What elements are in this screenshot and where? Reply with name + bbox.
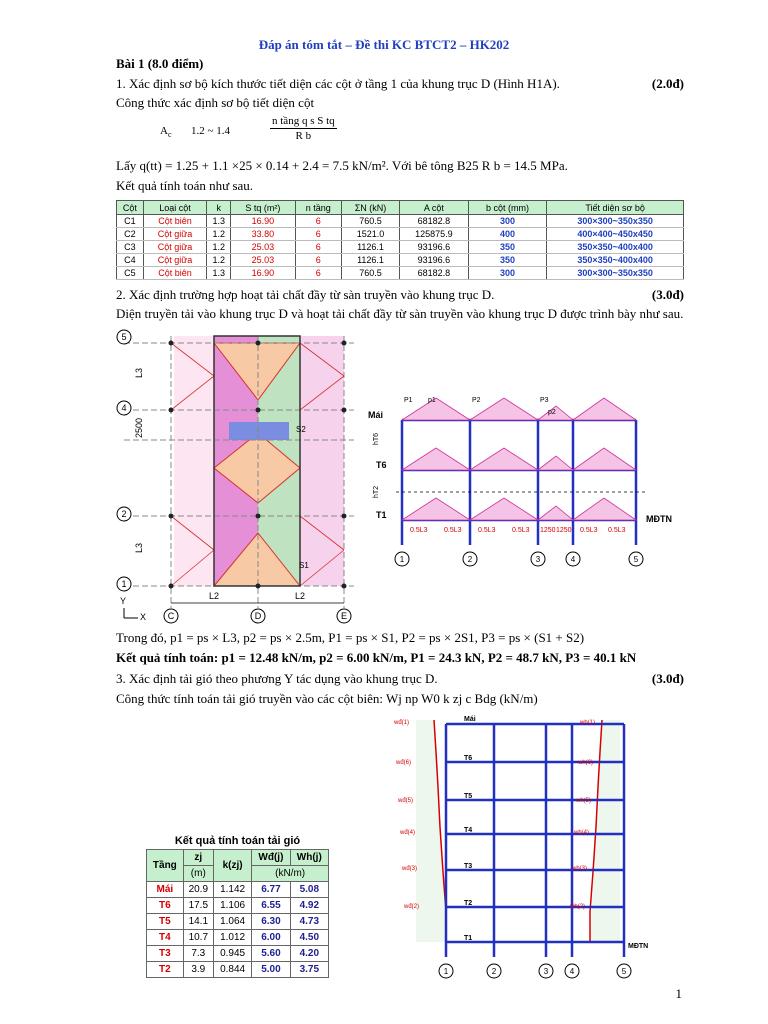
level-label: T5 bbox=[464, 793, 473, 800]
wind-result-table bbox=[146, 833, 329, 978]
table-cell: 14.1 bbox=[183, 914, 213, 930]
axis-label: 5 bbox=[633, 555, 639, 564]
wind-label: wđ(3) bbox=[402, 866, 418, 872]
table-cell: Cột giữa bbox=[143, 254, 206, 267]
table-cell: T2 bbox=[147, 962, 184, 978]
floor-plan-diagram bbox=[114, 328, 364, 624]
table-cell: 300×300~350x350 bbox=[547, 215, 684, 228]
table-header: Tầng bbox=[147, 850, 184, 882]
table-cell: 16.90 bbox=[231, 267, 295, 280]
table-header: b cột (mm) bbox=[468, 201, 547, 215]
table-row bbox=[147, 914, 329, 930]
table-row bbox=[147, 962, 329, 978]
wind-label: wh(2) bbox=[570, 904, 586, 910]
table-cell: 5.00 bbox=[252, 962, 290, 978]
table-cell: 1.106 bbox=[213, 898, 251, 914]
load-label: p2 bbox=[548, 409, 556, 416]
table-unit: (kN/m) bbox=[252, 866, 329, 882]
axis-label: 1 bbox=[443, 967, 449, 976]
load-label: P2 bbox=[472, 397, 481, 404]
span-labels bbox=[410, 527, 626, 534]
table-cell: 300×300~350x350 bbox=[547, 267, 684, 280]
wind-label: wđ(1) bbox=[394, 720, 410, 726]
formula-denominator: R b bbox=[295, 130, 312, 142]
table-cell: 20.9 bbox=[183, 882, 213, 898]
formula-lhs-sub: c bbox=[167, 130, 172, 140]
span-label: 0.5L3 bbox=[478, 527, 496, 534]
q3-formula: Công thức tính toán tải gió truyền vào các cột biên: Wj np W0 k zj c Bdg (kN/m) bbox=[116, 691, 538, 706]
q2-text: 2. Xác định trường hợp hoạt tải chất đầy từ sàn truyền vào khung trục D. bbox=[116, 287, 495, 302]
table-cell: 300 bbox=[468, 215, 547, 228]
span-label: 0.5L3 bbox=[410, 527, 428, 534]
coord-y: Y bbox=[120, 596, 127, 606]
axis-label: 3 bbox=[535, 555, 541, 564]
table-header-row bbox=[117, 201, 684, 215]
section-heading: Bài 1 (8.0 điểm) bbox=[116, 56, 204, 71]
table-cell: 4.50 bbox=[290, 930, 328, 946]
table-cell: 5.60 bbox=[252, 946, 290, 962]
dim-label: 2500 bbox=[134, 417, 144, 439]
table-cell: C2 bbox=[117, 228, 144, 241]
table-cell: 1.2 bbox=[207, 254, 231, 267]
axis-label: E bbox=[340, 611, 348, 621]
axis-label: 3 bbox=[543, 967, 549, 976]
q1-points: (2.0đ) bbox=[651, 76, 684, 91]
table-cell: 6.55 bbox=[252, 898, 290, 914]
axis-label: 4 bbox=[121, 403, 127, 413]
level-label: T6 bbox=[464, 755, 473, 762]
table-cell: 5.08 bbox=[290, 882, 328, 898]
table-cell: 125875.9 bbox=[400, 228, 469, 241]
wind-label: wh(1) bbox=[580, 720, 596, 726]
table-cell: 6 bbox=[295, 267, 341, 280]
q1-text: 1. Xác định sơ bộ kích thước tiết diện các cột ở tầng 1 của khung trục D (Hình H1A). bbox=[116, 76, 560, 91]
q2-points: (3.0đ) bbox=[651, 287, 684, 302]
page-title: Đáp án tóm tắt – Đề thi KC BTCT2 – HK202 bbox=[258, 37, 510, 52]
wind-label: wđ(5) bbox=[398, 798, 414, 804]
table-cell: 350 bbox=[468, 241, 547, 254]
wind-load-left-fill bbox=[416, 720, 446, 942]
table-cell: Cột giữa bbox=[143, 228, 206, 241]
formula-lhs: A bbox=[160, 125, 168, 137]
area-label: S2 bbox=[296, 425, 306, 434]
table-cell: 1.3 bbox=[207, 267, 231, 280]
level-label: T1 bbox=[376, 510, 387, 520]
table-cell: 1.142 bbox=[213, 882, 251, 898]
table-cell: 0.844 bbox=[213, 962, 251, 978]
wind-frame-diagram bbox=[366, 712, 684, 982]
table-cell: 93196.6 bbox=[400, 254, 469, 267]
table-cell: 300 bbox=[468, 267, 547, 280]
axis-label: 4 bbox=[569, 967, 575, 976]
axis-label: 1 bbox=[121, 579, 127, 589]
axis-label: C bbox=[167, 611, 175, 621]
table-header: Tiết diện sơ bộ bbox=[547, 201, 684, 215]
height-label: hT2 bbox=[373, 485, 380, 498]
table-cell: 3.9 bbox=[183, 962, 213, 978]
table-cell: 4.73 bbox=[290, 914, 328, 930]
table-cell: 25.03 bbox=[231, 254, 295, 267]
table-header: Loại cột bbox=[143, 201, 206, 215]
q3-points: (3.0đ) bbox=[651, 671, 684, 686]
axis-label: 2 bbox=[491, 967, 497, 976]
q1-result-intro: Kết quả tính toán như sau. bbox=[116, 178, 254, 193]
span-label: 1250 bbox=[540, 527, 556, 534]
dim-label: L2 bbox=[208, 591, 220, 601]
table-cell: T5 bbox=[147, 914, 184, 930]
table-cell: 68182.8 bbox=[400, 267, 469, 280]
plan-left-region bbox=[174, 336, 214, 586]
table-cell: C4 bbox=[117, 254, 144, 267]
table-cell: T4 bbox=[147, 930, 184, 946]
table-cell: Cột biên bbox=[143, 215, 206, 228]
table-cell: 760.5 bbox=[341, 267, 399, 280]
table-cell: T6 bbox=[147, 898, 184, 914]
table-cell: 1.064 bbox=[213, 914, 251, 930]
span-label: 0.5L3 bbox=[512, 527, 530, 534]
formula-fraction bbox=[270, 115, 337, 142]
level-label: Mái bbox=[464, 716, 476, 723]
table-row bbox=[117, 215, 684, 228]
span-label: 1250 bbox=[556, 527, 572, 534]
table-cell: 760.5 bbox=[341, 215, 399, 228]
table-cell: 350×350~400x400 bbox=[547, 254, 684, 267]
span-label: 0.5L3 bbox=[444, 527, 462, 534]
axis-label: D bbox=[254, 611, 262, 621]
wind-label: wh(3) bbox=[572, 866, 588, 872]
table-cell: 6 bbox=[295, 241, 341, 254]
table-cell: 25.03 bbox=[231, 241, 295, 254]
level-label: T2 bbox=[464, 900, 473, 907]
table-cell: Cột giữa bbox=[143, 241, 206, 254]
load-label: p1 bbox=[428, 397, 436, 404]
table-cell: 4.92 bbox=[290, 898, 328, 914]
table-cell: 1.2 bbox=[207, 228, 231, 241]
plan-area-s2 bbox=[229, 422, 289, 440]
table-cell: 350 bbox=[468, 254, 547, 267]
table-header: Cột bbox=[117, 201, 144, 215]
table-header: Wh(j) bbox=[290, 850, 328, 866]
table-cell: 1126.1 bbox=[341, 241, 399, 254]
axis-label: 2 bbox=[121, 509, 127, 519]
table-cell: 1.2 bbox=[207, 241, 231, 254]
load-triangles bbox=[402, 398, 636, 520]
area-label: S1 bbox=[299, 561, 309, 570]
load-label: P1 bbox=[404, 397, 413, 404]
table-cell: Mái bbox=[147, 882, 184, 898]
level-label: MĐTN bbox=[628, 943, 649, 950]
dim-label: L3 bbox=[134, 542, 144, 554]
level-label: T4 bbox=[464, 827, 473, 834]
level-label: T3 bbox=[464, 863, 473, 870]
axis-label: 2 bbox=[467, 555, 473, 564]
q2-where: Trong đó, p1 = ps × L3, p2 = ps × 2.5m, P1 = ps × S1, P2 = ps × 2S1, P3 = ps × (S1 + S2) bbox=[116, 630, 585, 645]
wind-label: wđ(6) bbox=[396, 760, 412, 766]
table-cell: 10.7 bbox=[183, 930, 213, 946]
table-cell: 6 bbox=[295, 228, 341, 241]
table-header: k(zj) bbox=[213, 850, 251, 882]
wind-label: wđ(4) bbox=[400, 830, 416, 836]
table-unit: (m) bbox=[183, 866, 213, 882]
table-cell: T3 bbox=[147, 946, 184, 962]
span-label: 0.5L3 bbox=[608, 527, 626, 534]
table-header: n tầng bbox=[295, 201, 341, 215]
row-axis-bubbles bbox=[117, 330, 131, 591]
q1-load-line: Lấy q(tt) = 1.25 + 1.1 ×25 × 0.14 + 2.4 = 7.5 kN/m². Với bê tông B25 R b = 14.5 MPa. bbox=[116, 158, 568, 173]
formula-coef: 1.2 ~ 1.4 bbox=[191, 125, 230, 137]
table-row bbox=[117, 254, 684, 267]
table-cell: 6 bbox=[295, 254, 341, 267]
table-header: zj bbox=[183, 850, 213, 866]
formula-numerator: n tầng q s S tq bbox=[272, 115, 335, 127]
axis-label: 4 bbox=[570, 555, 576, 564]
wind-label: wh(5) bbox=[576, 798, 592, 804]
wind-label: wh(6) bbox=[578, 760, 594, 766]
table-cell: 6.00 bbox=[252, 930, 290, 946]
q3-text: 3. Xác định tải gió theo phương Y tác dụng vào khung trục D. bbox=[116, 671, 438, 686]
table-cell: 400 bbox=[468, 228, 547, 241]
table-cell: 400×400~450x450 bbox=[547, 228, 684, 241]
q1-formula-intro: Công thức xác định sơ bộ tiết diện cột bbox=[116, 95, 315, 110]
dim-label: L2 bbox=[294, 591, 306, 601]
column-section-table bbox=[116, 200, 684, 280]
table-cell: 6.77 bbox=[252, 882, 290, 898]
table-cell: 1126.1 bbox=[341, 254, 399, 267]
table-cell: 68182.8 bbox=[400, 215, 469, 228]
table-header: Wđ(j) bbox=[252, 850, 290, 866]
q2-result: Kết quả tính toán: p1 = 12.48 kN/m, p2 = 6.00 kN/m, P1 = 24.3 kN, P2 = 48.7 kN, P3 = 40.1 kN bbox=[116, 650, 637, 665]
load-label: P3 bbox=[540, 397, 549, 404]
table-header: k bbox=[207, 201, 231, 215]
wind-label: wh(4) bbox=[574, 830, 590, 836]
page-number: 1 bbox=[675, 986, 682, 1001]
table-cell: 6.30 bbox=[252, 914, 290, 930]
table-row bbox=[117, 267, 684, 280]
wind-axis-bubbles bbox=[439, 964, 631, 978]
frame-axis-bubbles bbox=[395, 552, 643, 566]
table-row bbox=[117, 228, 684, 241]
axis-label: 5 bbox=[121, 332, 127, 342]
table-row bbox=[147, 946, 329, 962]
axis-label: 5 bbox=[621, 967, 627, 976]
level-label: T6 bbox=[376, 460, 387, 470]
level-label: MĐTN bbox=[646, 514, 672, 524]
wind-label: wđ(2) bbox=[404, 904, 420, 910]
col-axis-bubbles bbox=[164, 609, 351, 623]
table-row bbox=[147, 882, 329, 898]
table-cell: 1.3 bbox=[207, 215, 231, 228]
table-cell: 0.945 bbox=[213, 946, 251, 962]
table-cell: 1.012 bbox=[213, 930, 251, 946]
table-cell: 7.3 bbox=[183, 946, 213, 962]
table-row bbox=[117, 241, 684, 254]
frame-load-diagram bbox=[366, 340, 684, 570]
table-cell: Cột biên bbox=[143, 267, 206, 280]
table-header: S tq (m²) bbox=[231, 201, 295, 215]
level-label: T1 bbox=[464, 935, 473, 942]
table-cell: 6 bbox=[295, 215, 341, 228]
table-cell: C3 bbox=[117, 241, 144, 254]
table-header: A cột bbox=[400, 201, 469, 215]
coord-x: X bbox=[140, 612, 147, 622]
table-cell: 17.5 bbox=[183, 898, 213, 914]
table-cell: 350×350~400x400 bbox=[547, 241, 684, 254]
table-row bbox=[147, 930, 329, 946]
table-cell: C1 bbox=[117, 215, 144, 228]
wind-left-labels bbox=[393, 720, 419, 910]
q2-desc: Diện truyền tải vào khung trục D và hoạt tải chất đầy từ sàn truyền vào khung trục D được trình bày như sau. bbox=[116, 306, 684, 321]
table-row bbox=[147, 898, 329, 914]
dim-label: L3 bbox=[134, 367, 144, 379]
table-cell: C5 bbox=[117, 267, 144, 280]
wind-table-title: Kết quả tính toán tải gió bbox=[174, 835, 301, 847]
table-cell: 4.20 bbox=[290, 946, 328, 962]
height-label: hT6 bbox=[373, 432, 380, 445]
axis-label: 1 bbox=[399, 555, 405, 564]
table-cell: 1521.0 bbox=[341, 228, 399, 241]
level-label: Mái bbox=[368, 410, 384, 420]
table-cell: 93196.6 bbox=[400, 241, 469, 254]
table-cell: 33.80 bbox=[231, 228, 295, 241]
table-header: ΣN (kN) bbox=[341, 201, 399, 215]
span-label: 0.5L3 bbox=[580, 527, 598, 534]
wind-load-right-fill bbox=[590, 720, 620, 942]
table-cell: 16.90 bbox=[231, 215, 295, 228]
table-cell: 3.75 bbox=[290, 962, 328, 978]
